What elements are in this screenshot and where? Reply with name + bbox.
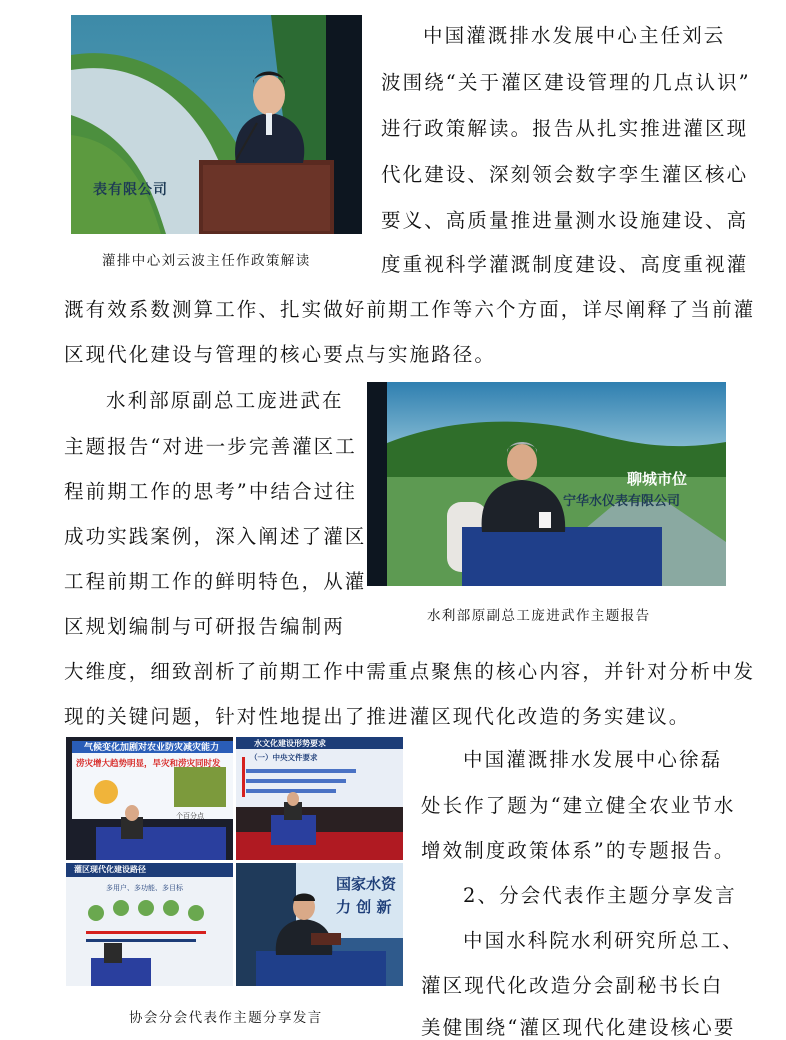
paragraph-line: 2、分会代表作主题分享发言	[463, 884, 737, 907]
paragraph-line: 区现代化建设与管理的核心要点与实施路径。	[64, 343, 497, 366]
slide-subtitle: （一）中央文件要求	[250, 753, 318, 762]
paragraph-line: 现的关键问题，针对性地提出了推进灌区现代化改造的务实建议。	[64, 705, 691, 728]
paragraph-line: 代化建设、深刻领会数字孪生灌区核心	[381, 163, 749, 186]
photo-collage-4	[236, 863, 403, 986]
photo-caption: 协会分会代表作主题分享发言	[129, 1010, 323, 1026]
paragraph-line: 美健围绕“灌区现代化建设核心要	[421, 1016, 736, 1039]
paragraph-line: 工程前期工作的鲜明特色，从灌	[64, 570, 367, 593]
paragraph-line: 增效制度政策体系”的专题报告。	[421, 839, 736, 862]
slide-title: 灌区现代化建设路径	[74, 865, 146, 874]
photo-banner-text: 宁华水仪表有限公司	[563, 494, 681, 509]
slide-subtitle: 多用户、多功能、多目标	[106, 884, 183, 892]
paragraph-line: 中国水科院水利研究所总工、	[463, 929, 744, 952]
slide-text: 个百分点	[176, 812, 204, 820]
paragraph-line: 波围绕“关于灌区建设管理的几点认识”	[381, 71, 751, 94]
photo-collage-3	[66, 863, 233, 986]
photo-liu-yunbo	[71, 15, 362, 234]
slide-banner-text: 力 创 新	[336, 898, 392, 916]
paragraph-line: 主题报告“对进一步完善灌区工	[64, 435, 357, 458]
photo-banner-text: 表有限公司	[93, 182, 168, 198]
paragraph-line: 程前期工作的思考”中结合过往	[64, 480, 357, 503]
paragraph-line: 处长作了题为“建立健全农业节水	[421, 794, 736, 817]
photo-collage-2	[236, 737, 403, 860]
slide-title: 水文化建设形势要求	[254, 739, 326, 748]
photo-collage-1	[66, 737, 233, 860]
paragraph-line: 要义、高质量推进量测水设施建设、高	[381, 209, 749, 232]
paragraph-line: 溉有效系数测算工作、扎实做好前期工作等六个方面，详尽阐释了当前灌	[64, 298, 756, 321]
slide-banner-text: 国家水资	[336, 875, 397, 893]
photo-pang-jinwu	[367, 382, 726, 586]
paragraph-line: 进行政策解读。报告从扎实推进灌区现	[381, 117, 749, 140]
slide-title: 气候变化加剧对农业防灾减灾能力	[84, 743, 220, 753]
photo-caption: 灌排中心刘云波主任作政策解读	[102, 253, 311, 269]
photo-banner-text: 聊城市位	[627, 470, 688, 488]
paragraph-line: 灌区现代化改造分会副秘书长白	[421, 974, 724, 997]
paragraph-line: 度重视科学灌溉制度建设、高度重视灌	[381, 253, 749, 276]
slide-subtitle: 涝灾增大趋势明显，旱灾和涝灾同时发	[76, 759, 221, 769]
paragraph-line: 大维度，细致剖析了前期工作中需重点聚焦的核心内容，并针对分析中发	[64, 660, 756, 683]
paragraph-line: 中国灌溉排水发展中心徐磊	[463, 748, 723, 771]
paragraph-line: 水利部原副总工庞进武在	[106, 389, 344, 412]
paragraph-line: 区规划编制与可研报告编制两	[64, 615, 345, 638]
photo-caption: 水利部原副总工庞进武作主题报告	[427, 608, 651, 624]
paragraph-line: 成功实践案例，深入阐述了灌区	[64, 525, 367, 548]
paragraph-line: 中国灌溉排水发展中心主任刘云	[423, 24, 726, 47]
